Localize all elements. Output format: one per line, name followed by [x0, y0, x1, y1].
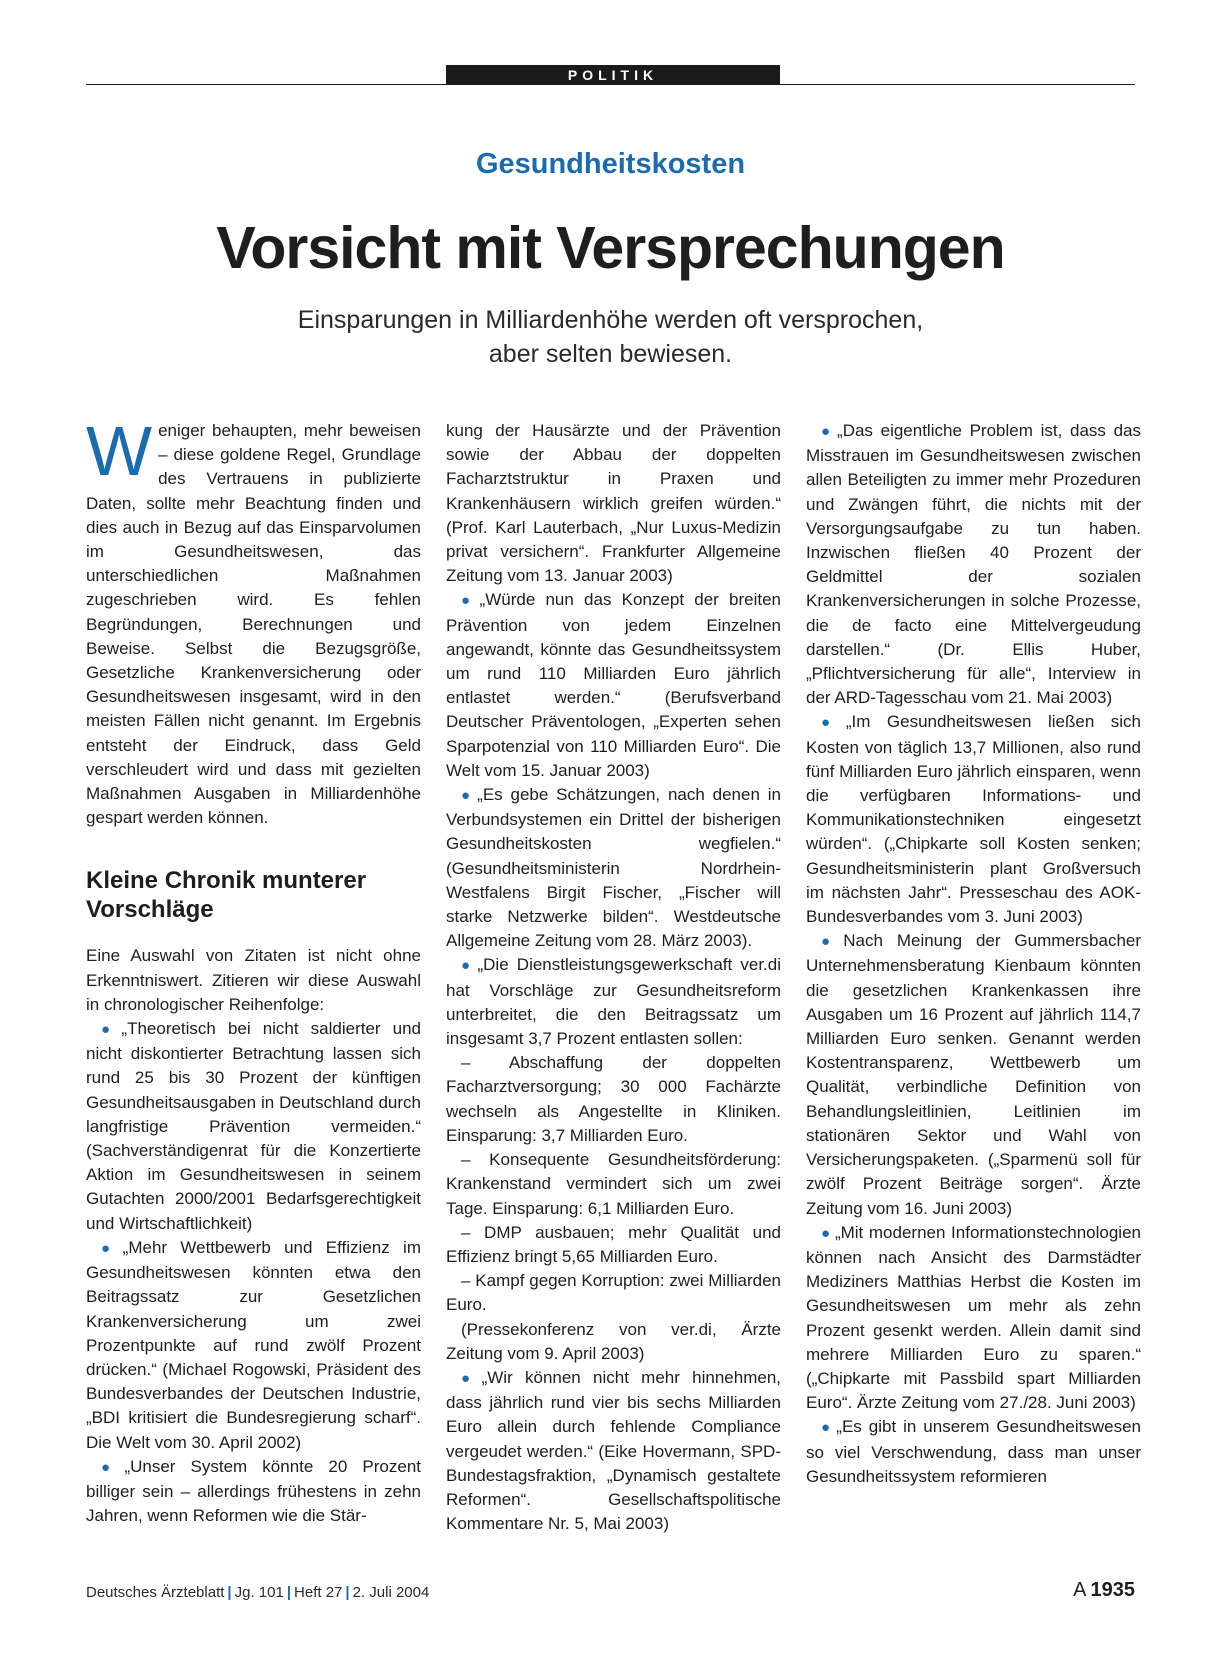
- column-2: [446, 419, 781, 1536]
- quote-text: „Mehr Wettbewerb und Effizienz im Gesundheitswesen könnten etwa den Beitragssatz zur Gesetzlichen Krankenversicherung um zwei Prozentpunkte auf rund zwölf Prozent drücken.“ (Michael Rogowski, Präsident des Bundesverbandes der Deutschen Industrie, „BDI kritisiert die Bundesregierung scharf“. Die Welt vom 30. April 2002): [86, 1237, 421, 1452]
- quote-item: [446, 783, 781, 953]
- subhead-line-1: Einsparungen in Milliardenhöhe werden oft versprochen,: [297, 306, 924, 334]
- journal-name: Deutsches Ärzteblatt: [86, 1584, 225, 1601]
- quote-item: [806, 1415, 1141, 1489]
- bullet-icon: ●: [821, 1224, 831, 1242]
- quote-item: [86, 1236, 421, 1455]
- bullet-icon: ●: [461, 1369, 478, 1387]
- quote-item: [86, 1017, 421, 1236]
- section-heading: [86, 866, 421, 924]
- quote-text: „Unser System könnte 20 Prozent billiger sein – allerdings frühestens in zehn Jahren, wenn Reformen wie die Stär-: [86, 1456, 422, 1526]
- footer-citation: [86, 1584, 429, 1601]
- bullet-icon: ●: [101, 1239, 119, 1257]
- verdi-point: – DMP ausbauen; mehr Qualität und Effizienz bringt 5,65 Milliarden Euro.: [446, 1222, 781, 1266]
- quote-text: „Theoretisch bei nicht saldierter und nicht diskontierter Betrachtung lassen sich rund 25 bis 30 Prozent der künftigen Gesundheitsausgaben in Deutschland durch langfristige Prävention vermeiden.“ (Sachverständigenrat für die Konzertierte Aktion im Gesundheitswesen in seinem Gutachten 2000/2001 Bedarfsgerechtigkeit und Wirtschaftlichkeit): [86, 1019, 422, 1233]
- bullet-icon: ●: [821, 1419, 833, 1437]
- page-number: [1073, 1579, 1135, 1602]
- quote-continuation: kung der Hausärzte und der Prävention sowie der Abbau der doppelten Facharztstruktur in Praxen und Krankenhäusern wirklich greifen würden.“ (Prof. Karl Lauterbach, „Nur Luxus-Medizin privat versichern“. Frankfurter Allgemeine Zeitung vom 13. Januar 2003): [446, 421, 781, 586]
- column-1: [86, 412, 422, 1528]
- subhead-line-2: aber selten bewiesen.: [488, 340, 733, 368]
- section-heading-line-1: Kleine Chronik munterer: [86, 867, 367, 895]
- quote-text: „Es gibt in unserem Gesundheitswesen so viel Verschwendung, dass man unser Gesundheitssystem reformieren: [806, 1417, 1141, 1486]
- verdi-point: – Abschaffung der doppelten Facharztversorgung; 30 000 Fachärzte wechseln als Angestellte in Kliniken. Einsparung: 3,7 Milliarden Euro.: [446, 1053, 781, 1145]
- quote-item: [446, 1366, 781, 1536]
- quote-item: [806, 1221, 1141, 1416]
- quote-item: [446, 588, 781, 783]
- page-number-value: 1935: [1090, 1579, 1135, 1601]
- issue-date: 2. Juli 2004: [352, 1584, 430, 1601]
- bullet-icon: ●: [101, 1021, 118, 1039]
- chronik-intro: Eine Auswahl von Zitaten ist nicht ohne Erkenntniswert. Zitieren wir diese Auswahl in chronologischer Reihenfolge:: [86, 946, 421, 1014]
- quote-text: „Es gebe Schätzungen, nach denen in Verbundsystemen ein Drittel der bisherigen Gesundheitskosten wegfielen.“ (Gesundheitsministerin Nordrhein-Westfalens Birgit Fischer, „Fischer will starke Netzwerke bilden“. Westdeutsche Allgemeine Zeitung vom 28. März 2003).: [446, 785, 781, 951]
- bullet-icon: ●: [821, 423, 834, 440]
- verdi-point: – Konsequente Gesundheitsförderung: Krankenstand vermindert sich um zwei Tage. Einsparung: 6,1 Milliarden Euro.: [446, 1150, 781, 1218]
- intro-text: eniger behaupten, mehr beweisen – diese goldene Regel, Grundlage des Vertrauens in publizierte Daten, sollte mehr Beachtung finden und dies auch in Bezug auf das Einsparvolumen im Gesundheitswesen, das unterschiedlichen Maßnahmen zugeschrieben wird. Es fehlen Begründungen, Berechnungen und Beweise. Selbst die Bezugsgröße, Gesetzliche Krankenversicherung oder Gesundheitswesen insgesamt, wird in den meisten Fällen nicht genannt. Im Ergebnis entsteht der Eindruck, dass Geld verschleudert wird und dass mit gezielten Maßnahmen Ausgaben in Milliardenhöhe gespart werden können.: [86, 421, 421, 828]
- quote-item: [806, 710, 1141, 929]
- volume: Jg. 101: [234, 1584, 284, 1601]
- quote-item: [806, 419, 1141, 710]
- section-heading-line-2: Vorschläge: [86, 896, 214, 924]
- quote-text: „Im Gesundheitswesen ließen sich Kosten von täglich 13,7 Millionen, also rund fünf Milliarden Euro jährlich einsparen, wenn die verfügbaren Informations- und Kommunikationstechniken eingesetzt würden“. („Chipkarte soll Kosten senken; Gesundheitsministerin plant Großversuch im nächsten Jahr“. Presseschau des AOK-Bundesverbandes vom 3. Juni 2003): [806, 712, 1142, 927]
- page-prefix: A: [1073, 1579, 1087, 1601]
- quote-text: „Die Dienstleistungsgewerkschaft ver.di hat Vorschläge zur Gesundheitsreform unterbreitet, die den Beitragssatz um insgesamt 3,7 Prozent entlasten sollen:: [446, 955, 782, 1049]
- intro-paragraph: [86, 412, 421, 830]
- quote-item: [446, 953, 781, 1051]
- separator: |: [345, 1584, 350, 1601]
- quote-text: „Wir können nicht mehr hinnehmen, dass jährlich rund vier bis sechs Milliarden Euro allein durch fehlende Compliance vergeudet werden.“ (Eike Hovermann, SPD-Bundestagsfraktion, „Dynamisch gestaltete Reformen“. Gesellschaftspolitische Kommentare Nr. 5, Mai 2003): [446, 1367, 782, 1534]
- separator: |: [227, 1584, 232, 1601]
- separator: |: [286, 1584, 292, 1601]
- verdi-source: (Pressekonferenz von ver.di, Ärzte Zeitung vom 9. April 2003): [446, 1319, 781, 1363]
- column-3: [806, 419, 1141, 1489]
- issue: Heft 27: [294, 1584, 343, 1601]
- bullet-icon: ●: [461, 787, 474, 805]
- quote-item: [86, 1455, 421, 1529]
- verdi-point: – Kampf gegen Korruption: zwei Milliarden Euro.: [446, 1271, 781, 1315]
- kicker: Gesundheitskosten: [475, 148, 746, 180]
- bullet-icon: ●: [461, 592, 476, 610]
- quote-text: „Mit modernen Informationstechnologien können nach Ansicht des Darmstädter Mediziners Matthias Herbst die Kosten im Gesundheitswesen um mehr als zehn Prozent gesenkt werden. Allein damit sind mehrere Milliarden Euro zu sparen.“ („Chipkarte mit Passbild spart Milliarden Euro“. Ärzte Zeitung vom 27./28. Juni 2003): [806, 1222, 1141, 1413]
- headline: Vorsicht mit Versprechungen: [216, 215, 1005, 281]
- section-label: POLITIK: [446, 65, 780, 85]
- bullet-icon: ●: [101, 1458, 121, 1476]
- quote-text: „Das eigentliche Problem ist, dass das Misstrauen im Gesundheitswesen zwischen allen Beteiligten zu immer mehr Prozeduren und Zwängen führt, die nichts mit der Versorgungsaufgabe zu tun haben. Inzwischen fließen 40 Prozent der Geldmittel der sozialen Krankenversicherungen in solche Prozesse, die de facto eine Mittelvergeudung darstellen.“ (Dr. Ellis Huber, „Pflichtversicherung für alle“, Interview in der ARD-Tagesschau vom 21. Mai 2003): [806, 421, 1141, 708]
- bullet-icon: ●: [821, 933, 840, 951]
- quote-item: [806, 929, 1141, 1220]
- quote-text: „Würde nun das Konzept der breiten Prävention von jedem Einzelnen angewandt, könnte das Gesundheitssystem um rund 110 Milliarden Euro jährlich entlastet werden.“ (Berufsverband Deutscher Präventologen, „Experten sehen Sparpotenzial von 110 Milliarden Euro“. Die Welt vom 15. Januar 2003): [446, 590, 781, 780]
- drop-cap: W: [86, 412, 153, 490]
- bullet-icon: ●: [821, 714, 842, 732]
- subhead: [0, 303, 1221, 371]
- bullet-icon: ●: [461, 957, 474, 975]
- quote-text: Nach Meinung der Gummersbacher Unternehmensberatung Kienbaum könnten die gesetzlichen Krankenkassen ihre Ausgaben um 16 Prozent auf jährlich 114,7 Milliarden Euro senken. Genannt werden Kostentransparenz, Wettbewerb um Qualität, verbindliche Definition von Behandlungsleitlinien, Leitlinien im stationären Sektor und Wahl von Versicherungspaketen. („Sparmenü soll für zwölf Prozent Beiträge sorgen“. Ärzte Zeitung vom 16. Juni 2003): [806, 931, 1142, 1218]
